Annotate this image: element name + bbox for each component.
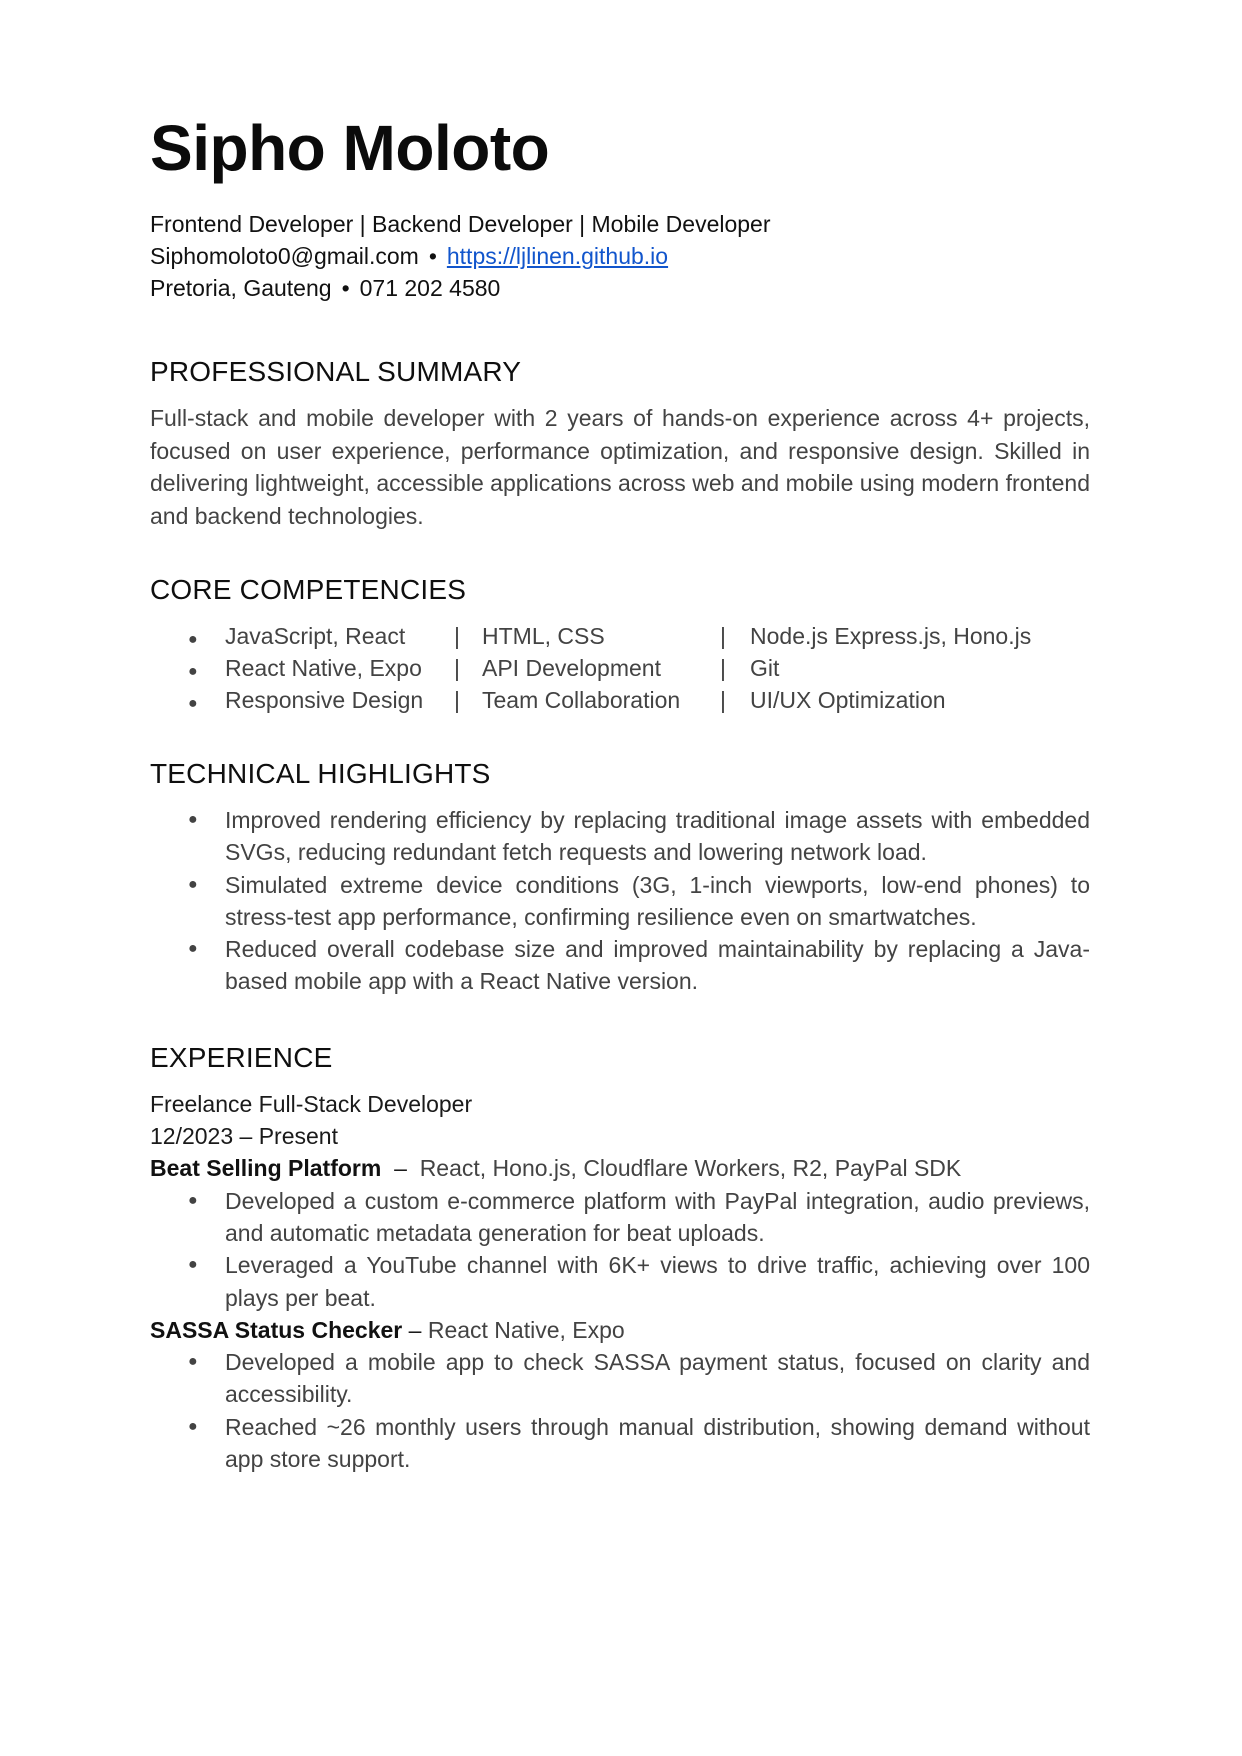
email-text: Siphomoloto0@gmail.com xyxy=(150,243,419,269)
pipe-divider: | xyxy=(720,623,726,649)
project-name: SASSA Status Checker xyxy=(150,1316,403,1343)
competency-cell: Responsive Design xyxy=(225,687,424,713)
bullet-icon: ● xyxy=(188,1417,198,1435)
bullet-icon: ● xyxy=(188,631,198,648)
candidate-name: Sipho Moloto xyxy=(150,112,550,184)
project-heading: Beat Selling Platform – React, Hono.js, Cloudflare Workers, R2, PayPal SDK xyxy=(150,1155,962,1182)
project-stack: React Native, Expo xyxy=(427,1316,625,1343)
list-item: ● Simulated extreme device conditions (3G, 1-inch viewports, low-end phones) to stress-test app performance, confirming resilience even on smartwatches. xyxy=(150,869,1090,934)
list-item: ● Developed a custom e-commerce platform with PayPal integration, audio previews, and automatic metadata generation for beat uploads. xyxy=(150,1185,1090,1250)
pipe-divider: | xyxy=(720,687,726,713)
separator-dot: • xyxy=(428,243,437,269)
bullet-icon: ● xyxy=(188,1353,198,1371)
competency-cell: UI/UX Optimization xyxy=(750,687,946,713)
experience-block xyxy=(150,1088,1090,1476)
competency-cell: React Native, Expo xyxy=(225,655,422,681)
bullet-icon: ● xyxy=(188,663,198,680)
competencies-heading: CORE COMPETENCIES xyxy=(150,574,467,605)
competency-cell: API Development xyxy=(482,655,661,681)
website-link[interactable]: https://ljlinen.github.io xyxy=(446,243,669,269)
highlights-list xyxy=(150,804,1090,998)
project-bullets xyxy=(150,1185,1090,1314)
bullet-icon: ● xyxy=(188,695,198,712)
list-item: ● Reduced overall codebase size and improved maintainability by replacing a Java-based mobile app with a React Native version. xyxy=(150,933,1090,998)
separator-dot: • xyxy=(341,275,350,301)
summary-text: Full-stack and mobile developer with 2 years of hands-on experience across 4+ projects, focused on user experience, performance optimization, and responsive design. Skilled in delivering lightweight, accessible applications across web and mobile using modern frontend and backend technologies. xyxy=(150,405,1090,529)
competency-row xyxy=(150,652,1090,684)
bullet-icon: ● xyxy=(188,940,198,958)
phone-text: 071 202 4580 xyxy=(359,275,501,301)
job-title: Freelance Full-Stack Developer xyxy=(150,1090,473,1117)
location-text: Pretoria, Gauteng xyxy=(150,275,332,301)
competency-row xyxy=(150,620,1090,652)
competency-row xyxy=(150,684,1090,716)
pipe-divider: | xyxy=(454,655,460,681)
resume-page xyxy=(150,112,1090,1475)
bullet-icon: ● xyxy=(188,1191,198,1209)
list-item: ● Improved rendering efficiency by replacing traditional image assets with embedded SVGs, reducing redundant fetch requests and lowering network load. xyxy=(150,804,1090,869)
job-dates: 12/2023 – Present xyxy=(150,1123,338,1150)
list-item: ● Leveraged a YouTube channel with 6K+ views to drive traffic, achieving over 100 plays per beat. xyxy=(150,1249,1090,1314)
competency-cell: Git xyxy=(750,655,780,681)
roles-line: Frontend Developer | Backend Developer | Mobile Developer xyxy=(150,211,771,237)
project-bullets xyxy=(150,1346,1090,1475)
project-stack: React, Hono.js, Cloudflare Workers, R2, PayPal SDK xyxy=(419,1155,962,1182)
competency-cell: HTML, CSS xyxy=(482,623,605,649)
bullet-icon: ● xyxy=(188,1256,198,1274)
summary-heading: PROFESSIONAL SUMMARY xyxy=(150,356,522,387)
project-name: Beat Selling Platform xyxy=(150,1155,382,1182)
competency-cell: Team Collaboration xyxy=(482,687,681,713)
bullet-icon: ● xyxy=(188,811,198,828)
competency-cell: JavaScript, React xyxy=(225,623,406,649)
pipe-divider: | xyxy=(720,655,726,681)
location-line xyxy=(150,272,1090,304)
list-item: ● Developed a mobile app to check SASSA payment status, focused on clarity and accessibility. xyxy=(150,1346,1090,1411)
experience-heading: EXPERIENCE xyxy=(150,1041,333,1073)
competencies-grid xyxy=(150,620,1090,716)
highlights-heading: TECHNICAL HIGHLIGHTS xyxy=(150,758,491,789)
list-item: ● Reached ~26 monthly users through manual distribution, showing demand without app store support. xyxy=(150,1411,1090,1476)
email-line xyxy=(150,240,1090,272)
pipe-divider: | xyxy=(454,687,460,713)
project-heading: SASSA Status Checker – React Native, Expo xyxy=(150,1316,625,1343)
bullet-icon: ● xyxy=(188,875,198,893)
contact-block xyxy=(150,208,1090,304)
pipe-divider: | xyxy=(454,623,460,649)
competency-cell: Node.js Express.js, Hono.js xyxy=(750,623,1032,649)
